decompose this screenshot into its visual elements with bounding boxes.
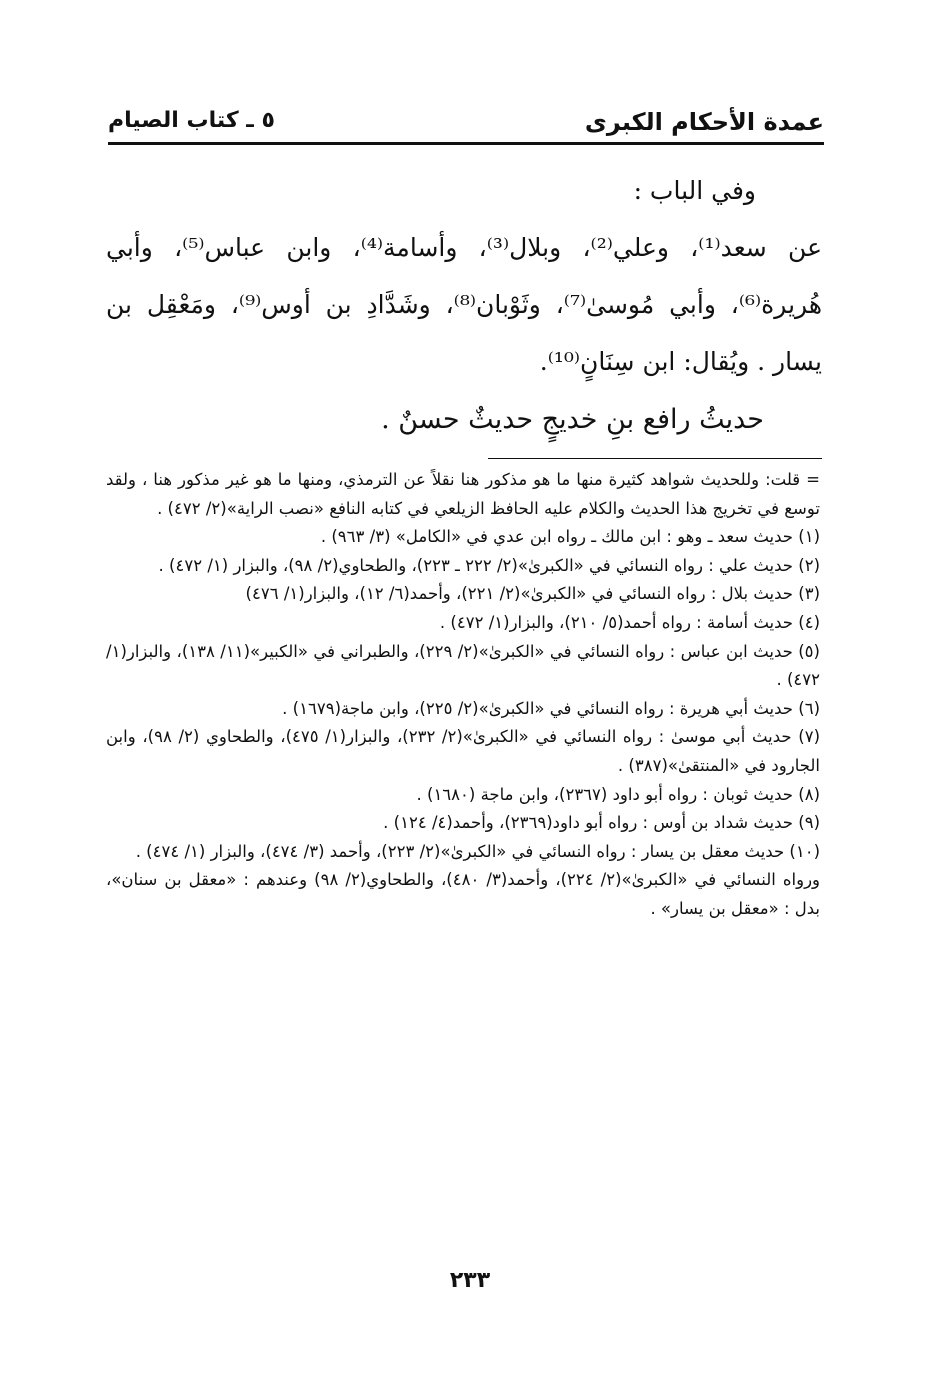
footnote-9: (٩) حديث شداد بن أوس : رواه أبو داود(٢٣٦٩)، وأحمد(٤/ ١٢٤) . xyxy=(383,813,820,833)
footnote-4: (٤) حديث أسامة : رواه أحمد(٥/ ٢١٠)، والبزار(١/ ٤٧٢) . xyxy=(439,612,820,632)
footnote-10-addendum: ورواه النسائي في «الكبرىٰ»(٢/ ٢٢٤)، وأحمد(٣/ ٤٨٠)، والطحاوي(٢/ ٩٨) وعندهم : «معقل بن سنان»، بدل : «معقل بن يسار» . xyxy=(106,870,821,918)
footnote-divider xyxy=(488,458,822,459)
footnote-6: (٦) حديث أبي هريرة : رواه النسائي في «الكبرىٰ»(٢/ ٢٢٥)، وابن ماجة(١٦٧٩) . xyxy=(282,698,820,718)
footnote-3: (٣) حديث بلال : رواه النسائي في «الكبرىٰ»(٢/ ٢٢١)، وأحمد(٦/ ١٢)، والبزار(١/ ٤٧٦) xyxy=(245,584,820,604)
page-number: ٢٣٣ xyxy=(449,1268,491,1293)
section-title: ٥ ـ كتاب الصيام xyxy=(108,108,275,133)
hadith-grade-line: حديثُ رافع بنِ خديجٍ حديثٌ حسنٌ . xyxy=(381,404,764,435)
main-text xyxy=(106,176,822,448)
book-title: عمدة الأحكام الكبرى xyxy=(584,108,824,136)
footnote-10: (١٠) حديث معقل بن يسار : رواه النسائي في «الكبرىٰ»(٢/ ٢٢٣)، وأحمد (٣/ ٤٧٤)، والبزار (١/ ٤٧٤) . xyxy=(135,841,820,861)
footnote-2: (٢) حديث علي : رواه النسائي في «الكبرىٰ»(٢/ ٢٢٢ ـ ٢٢٣)، والطحاوي(٢/ ٩٨)، والبزار (١/ ٤٧٢) . xyxy=(158,555,820,575)
footnote-1: (١) حديث سعد ـ وهو : ابن مالك ـ رواه ابن عدي في «الكامل» (٣/ ٩٦٣) . xyxy=(320,527,820,547)
footnotes xyxy=(106,466,820,924)
footnote-8: (٨) حديث ثوبان : رواه أبو داود (٢٣٦٧)، وابن ماجة (١٦٨٠) . xyxy=(416,784,820,804)
running-header xyxy=(108,108,824,142)
footnote-continuation: = قلت: وللحديث شواهد كثيرة منها ما هو مذكور هنا نقلاً عن الترمذي، ومنها ما هو غير مذكور هنا ، ولقد توسع في تخريج هذا الحديث والكلام عليه الحافظ الزيلعي في كتابه النافع «نصب الراية»(٢/ ٤٧٢) . xyxy=(106,470,820,518)
footnote-5: (٥) حديث ابن عباس : رواه النسائي في «الكبرىٰ»(٢/ ٢٢٩)، والطبراني في «الكبير»(١١/ ١٣٨)، والبزار(١/ ٤٧٢) . xyxy=(106,641,820,690)
footnote-7: (٧) حديث أبي موسىٰ : رواه النسائي في «الكبرىٰ»(٢/ ٢٣٢)، والبزار(١/ ٤٧٥)، والطحاوي (٢/ ٩٨)، وابن الجارود في «المنتقىٰ»(٣٨٧) . xyxy=(106,727,820,775)
header-divider xyxy=(108,142,824,145)
lead-line: وفي الباب : xyxy=(633,176,756,205)
narrators-paragraph: عن سعد⁽¹⁾، وعلي⁽²⁾، وبلال⁽³⁾، وأسامة⁽⁴⁾، وابن عباس⁽⁵⁾، وأبي هُريرة⁽⁶⁾، وأبي مُوسىٰ⁽⁷⁾، وثَوْبان⁽⁸⁾، وشَدَّادِ بن أوس⁽⁹⁾، ومَعْقِل بن يسار . ويُقال: ابن سِنَانٍ⁽¹⁰⁾. xyxy=(106,233,822,376)
